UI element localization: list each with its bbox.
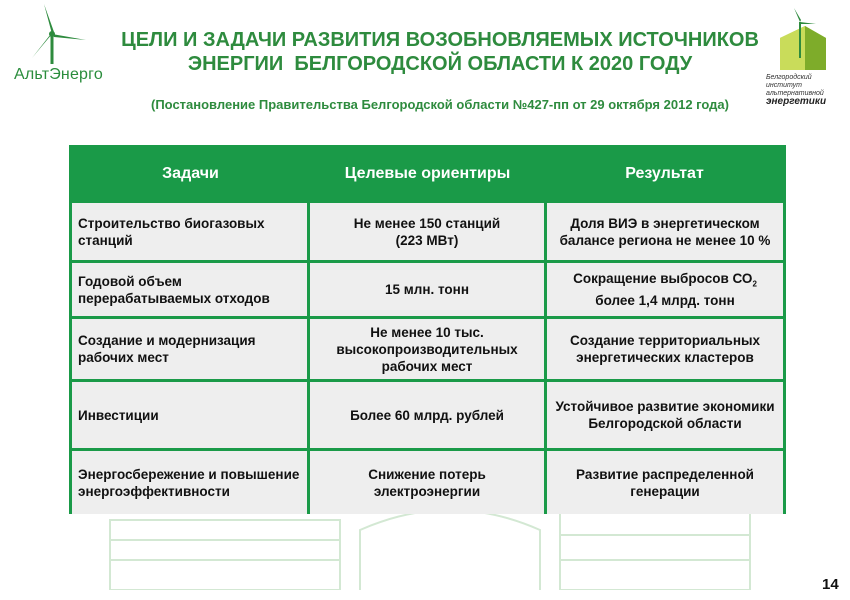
institute-line3: энергетики [766,96,827,107]
header-targets: Целевые ориентиры [344,165,511,182]
title-line1: ЦЕЛИ И ЗАДАЧИ РАЗВИТИЯ ВОЗОБНОВЛЯЕМЫХ ИСТОЧНИКОВ [121,29,759,51]
header-tasks: Задачи [162,165,219,182]
wind-turbine-icon [30,2,90,64]
target-text: Не менее 150 станций [353,215,501,231]
task-cell: Создание и модернизация рабочих мест [72,319,307,379]
target-text: (223 МВт) [395,232,459,248]
target-cell [310,451,544,514]
target-text: Не менее 10 тыс. высокопроизводительных рабочих мест [336,324,518,374]
page-title [90,28,790,76]
table-row [72,263,783,316]
task-cell: Энергосбережение и повышение энергоэффективности [72,451,307,514]
task-cell: Инвестиции [72,382,307,448]
target-cell [310,203,544,260]
goals-table [69,145,786,514]
table-row [72,451,783,514]
page-subtitle: (Постановление Правительства Белгородской области №427-пп от 29 октября 2012 года) [151,97,729,112]
institute-line2: альтернативной [766,90,824,97]
task-cell: Годовой объем перерабатываемых отходов [72,263,307,316]
table-row [72,319,783,379]
task-cell: Строительство биогазовых станций [72,203,307,260]
result-cell: Развитие распределенной генерации [547,451,783,514]
co2-subscript: 2 [752,279,757,289]
table-row [72,382,783,448]
institute-line1: Белгородский институт [766,74,812,89]
result-cell: Доля ВИЭ в энергетическом балансе региона не менее 10 % [547,203,783,260]
brand-name: АльтЭнерго [14,66,103,83]
target-cell [310,319,544,379]
page-number: 14 [822,576,839,593]
target-text: Снижение потерь электроэнергии [368,466,486,499]
target-cell: 15 млн. тонн [310,263,544,316]
target-cell: Более 60 млрд. рублей [310,382,544,448]
table-header [72,148,783,200]
title-line2: ЭНЕРГИИ БЕЛГОРОДСКОЙ ОБЛАСТИ К 2020 ГОДУ [187,53,693,75]
result-cell: Устойчивое развитие экономики Белгородской области [547,382,783,448]
result-text: Сокращение выбросов СО [573,270,753,286]
result-cell: Создание территориальных энергетических кластеров [547,319,783,379]
result-cell [547,263,783,316]
header-result: Результат [625,165,704,182]
result-text: более 1,4 млрд. тонн [595,293,735,309]
table-row [72,203,783,260]
